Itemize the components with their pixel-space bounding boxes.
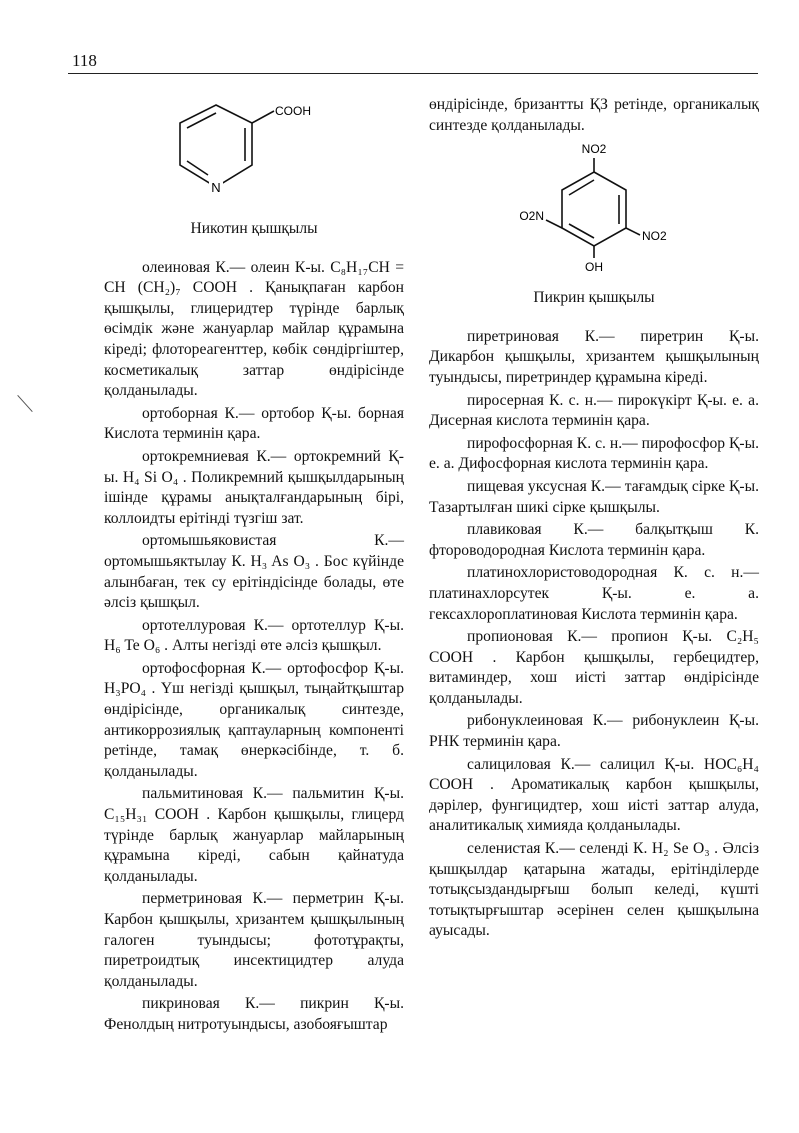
nicotinic-acid-caption: Никотин қышқылы — [190, 220, 318, 237]
picric-acid-figure — [429, 140, 759, 309]
scan-mark — [17, 395, 32, 412]
dictionary-entry: ортофосфорная К.— ортофосфор Қ-ы. H₃PO₄ . Үш негізді қышқыл, тыңайтқыштар өндірісінде, органикалық синтезде, антикоррозиялық қаптауларның компоненті ретінде, тамақ өнеркәсібінде, т. б. қолданылады. — [104, 659, 404, 780]
dictionary-entry: олеиновая К.— олеин К-ы. C₈H₁₇CH = CH (CH₂)₇ COOH . Қанықпаған карбон қышқылы, глицеридтер түрінде барлық өсімдік және жануарлар майлар құрамына кіреді; флотореагенттер, көбік сөндіргіштер, косметикалық заттар өндірісінде қолданылады. — [104, 258, 404, 400]
dictionary-entry: рибонуклеиновая К.— рибонуклеин Қ-ы. РНК терминін қара. — [429, 712, 759, 751]
dictionary-entry: ортотеллуровая К.— ортотеллур Қ-ы. H₆ Te O₆ . Алты негізді өте әлсіз қышқыл. — [104, 616, 404, 655]
dictionary-entry: плавиковая К.— балқытқыш К. фтороводородная Кислота терминін қара. — [429, 521, 759, 559]
dictionary-entry: пищевая уксусная К.— тағамдық сірке Қ-ы. Тазартылған шикі сірке қышқылы. — [429, 477, 759, 516]
o2n-left-label: O2N — [519, 209, 544, 224]
no2-top-label: NO2 — [581, 142, 607, 157]
nicotinic-acid-figure — [104, 95, 404, 240]
picric-acid-caption: Пикрин қышқылы — [533, 289, 655, 307]
nicotinic-acid-structure — [144, 95, 314, 213]
dictionary-entry: пальмитиновая К.— пальмитин Қ-ы. C₁₅H₃₁ COOH . Карбон қышқылы, глицерд түрінде барлық жануарлар майларының құрамына кіреді, сабын қайнатуда қолданылады. — [104, 785, 404, 885]
left-column — [104, 95, 404, 1038]
dictionary-entry: пиретриновая К.— пиретрин Қ-ы. Дикарбон қышқылы, хризантем қышқылының туындысы, пиретриндер құрамына кіреді. — [429, 327, 759, 386]
dictionary-entry: пропионовая К.— пропион Қ-ы. C₂H₅ COOH . Карбон қышқылы, гербецидтер, витаминдер, хош иісті заттар өндірісінде қолданылады. — [429, 628, 759, 707]
header-rule — [68, 73, 758, 74]
oh-label: OH — [585, 260, 603, 275]
entry-continuation: өндірісінде, бризантты ҚЗ ретінде, органикалық синтезде қолданылады. — [429, 96, 759, 134]
dictionary-entry: ортоборная К.— ортобор Қ-ы. борная Кислота терминін қара. — [104, 404, 404, 443]
page-number: 118 — [72, 51, 97, 70]
nitrogen-label: N — [211, 180, 221, 195]
right-column — [429, 95, 759, 944]
dictionary-entry: платинохлористоводородная К. с. н.— платинахлорсутек Қ-ы. е. а. гексахлороплатиновая Кислота терминін қара. — [429, 564, 759, 623]
cooh-label: COOH — [275, 104, 311, 118]
dictionary-entry: пикриновая К.— пикрин Қ-ы. Фенолдың нитротуындысы, азобояғыштар — [104, 995, 404, 1033]
dictionary-entry: ортомышьяковистая К.— ортомышьяктылау К. H₃ As O₃ . Бос күйінде алынбаған, тек су ерітіндісінде болады, өте әлсіз қышқыл. — [104, 532, 404, 612]
dictionary-entry: салициловая К.— салицил Қ-ы. HOC₆H₄ COOH . Ароматикалық карбон қышқылы, дәрілер, фунгицидтер, хош иісті заттар алуда, аналитикалық химияда қолданылады. — [429, 755, 759, 835]
dictionary-entry: селенистая К.— селенді К. H₂ Se O₃ . Әлсіз қышқылдар қатарына жатады, ерітінділерде тотықсыздандырғыш болып келеді, күшті тотықтырғыштар әсерінен селен қышқылына ауысады. — [429, 840, 759, 940]
picric-acid-structure — [494, 140, 694, 282]
no2-right-label: NO2 — [642, 229, 667, 244]
dictionary-entry: пиросерная К. с. н.— пирокүкірт Қ-ы. е. а. Дисерная кислота терминін қара. — [429, 391, 759, 430]
dictionary-entry: перметриновая К.— перметрин Қ-ы. Карбон қышқылы, хризантем қышқылының галоген туындысы; фототұрақты, пиретроидтық инсектицидтер алуда қолданылады. — [104, 890, 404, 990]
dictionary-entry: ортокремниевая К.— ортокремний Қ-ы. H₄ Si O₄ . Поликремний қышқылдарының ішінде құрамы анықталғандарының бірі, коллоидты ерітінді түзгіш зат. — [104, 447, 404, 527]
left-entries — [104, 258, 404, 1036]
dictionary-entry: пирофосфорная К. с. н.— пирофосфор Қ-ы. е. а. Дифосфорная кислота терминін қара. — [429, 434, 759, 473]
right-entries — [429, 327, 759, 942]
